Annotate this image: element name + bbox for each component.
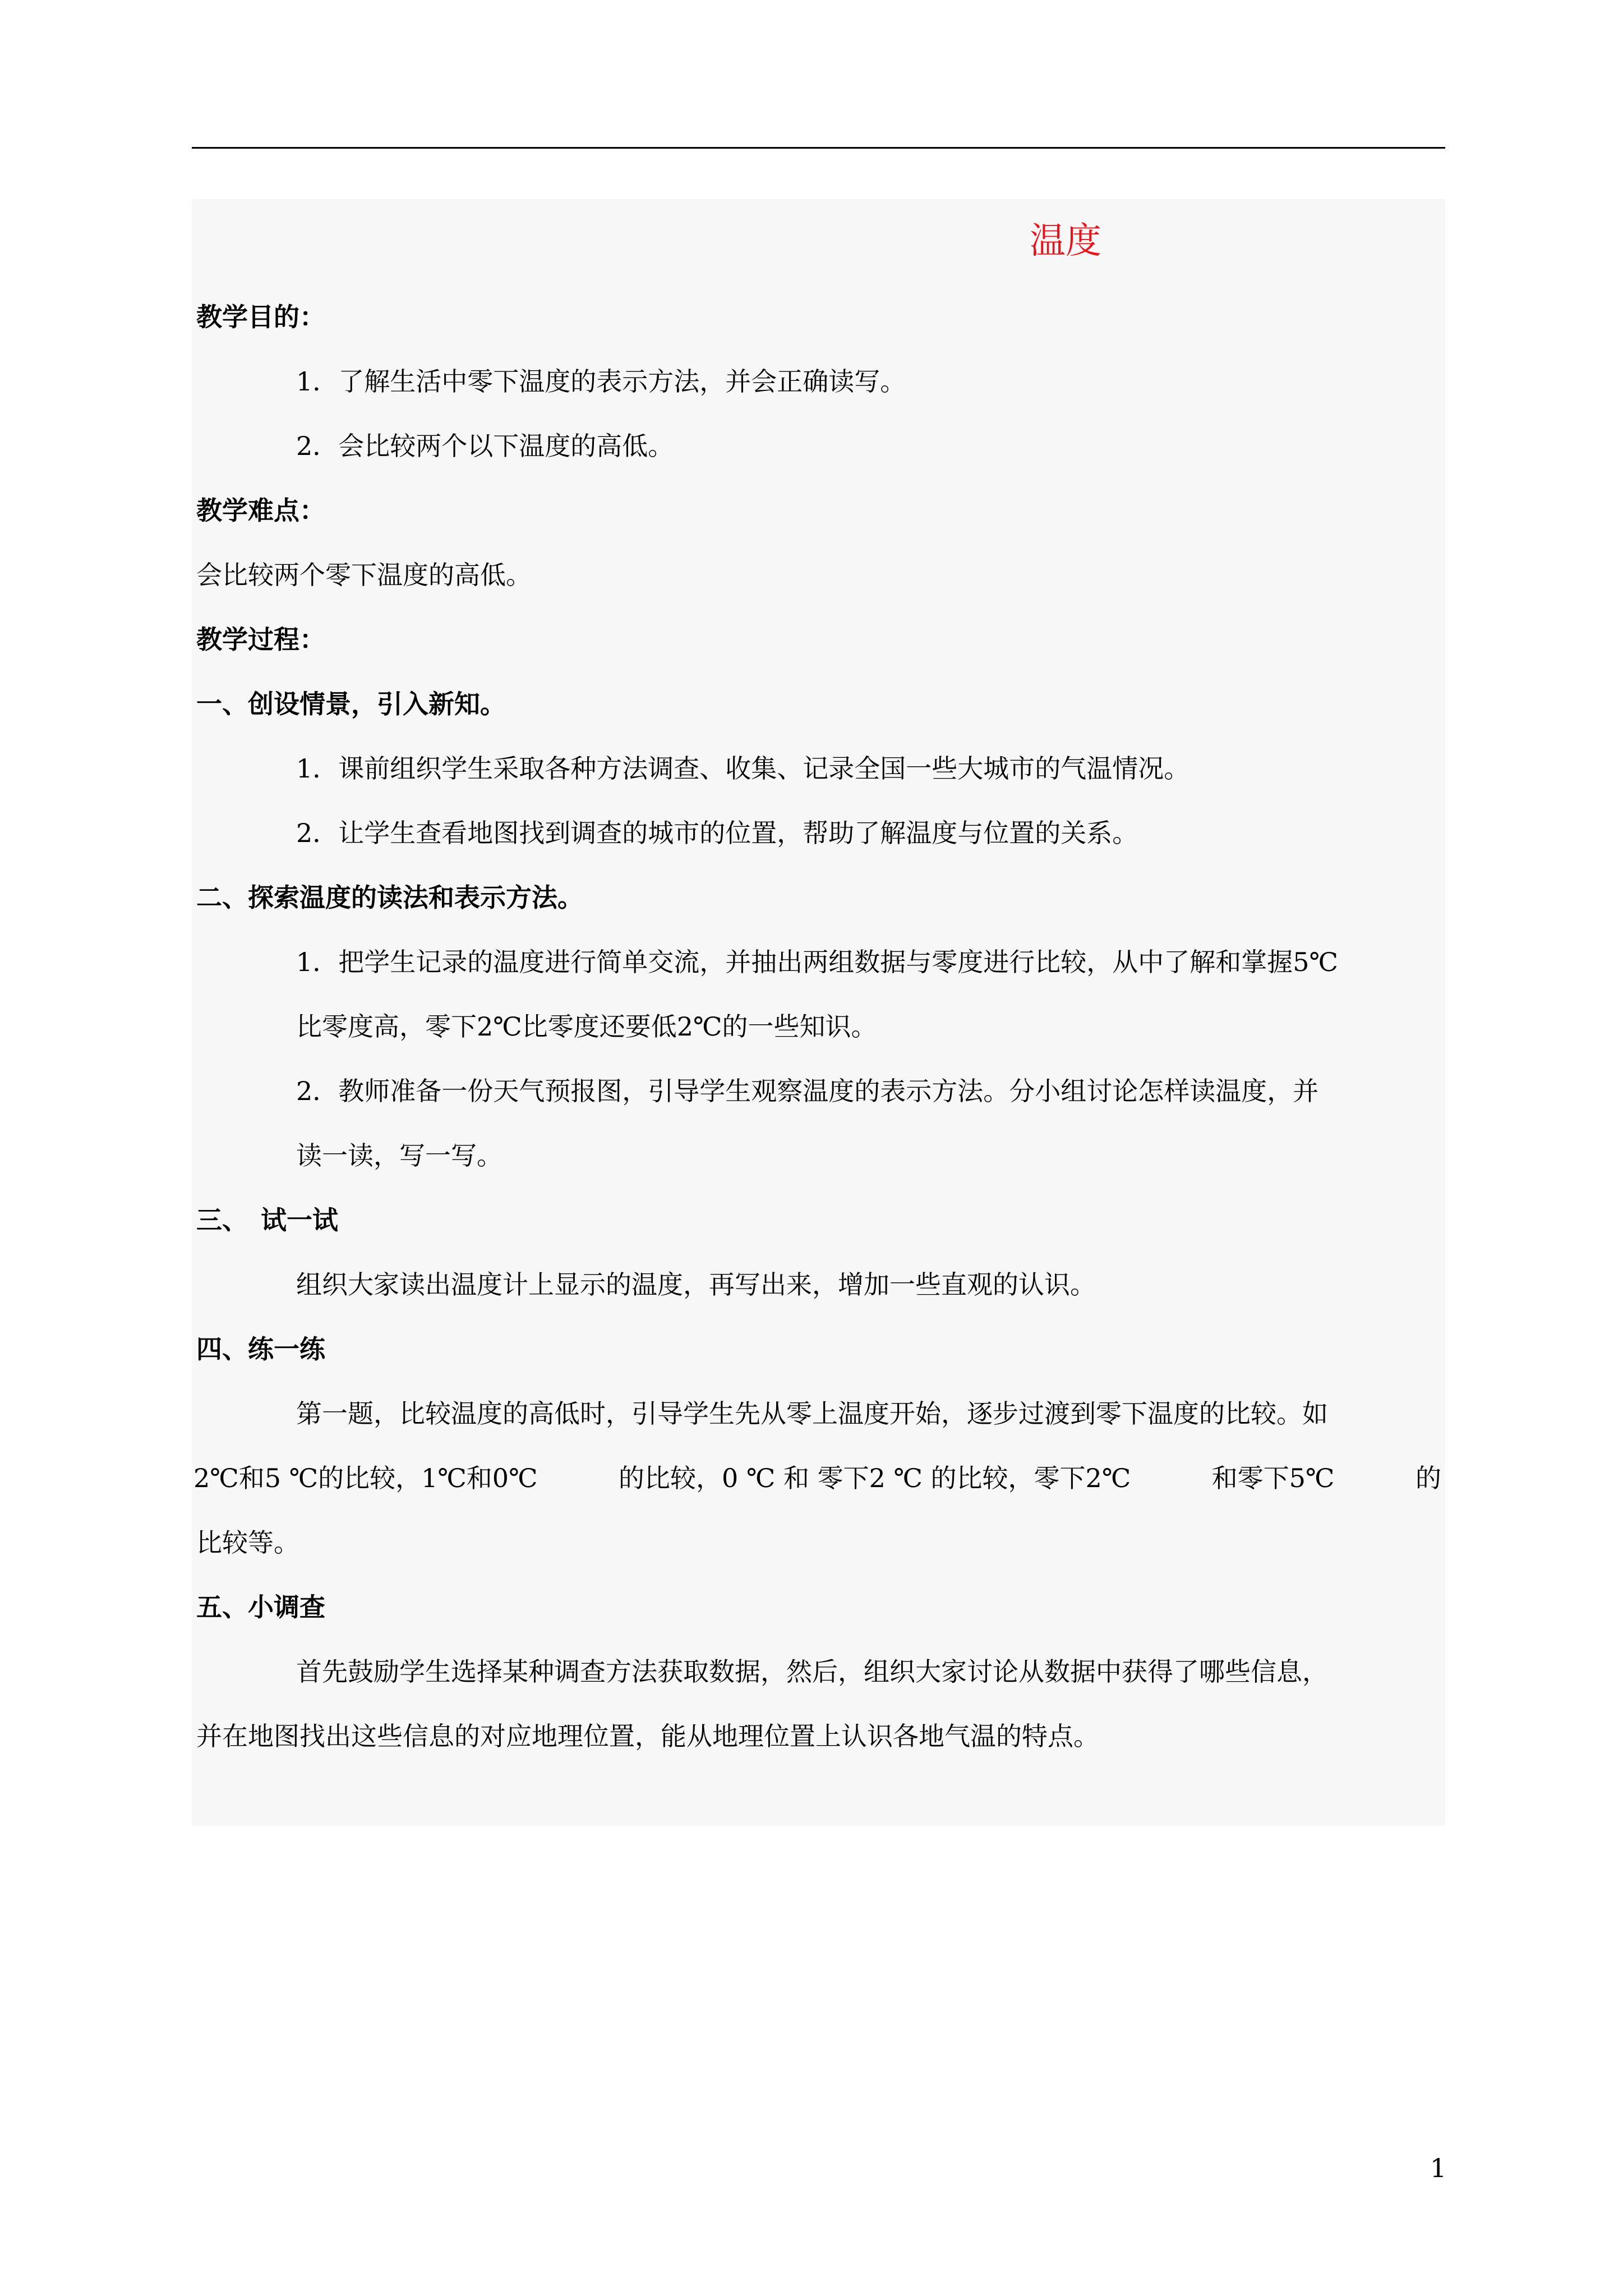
section-2-item-2-line-2: 读一读，写一写。 bbox=[296, 1140, 502, 1171]
section-4-text-line-2-part-1: 2℃和5 ℃的比较，1℃和0℃ bbox=[193, 1463, 538, 1493]
section-4-heading: 四、练一练 bbox=[196, 1334, 325, 1364]
section-4-text-line-2-part-4: 的 bbox=[1415, 1463, 1441, 1493]
section-1-heading: 一、创设情景，引入新知。 bbox=[196, 689, 506, 719]
section-5-text-line-2: 并在地图找出这些信息的对应地理位置，能从地理位置上认识各地气温的特点。 bbox=[196, 1721, 1099, 1751]
heading-objectives: 教学目的： bbox=[196, 302, 325, 332]
section-1-item-1: 1．课前组织学生采取各种方法调查、收集、记录全国一些大城市的气温情况。 bbox=[296, 753, 1190, 784]
section-2-item-1-line-1: 1．把学生记录的温度进行简单交流，并抽出两组数据与零度进行比较，从中了解和掌握5℃ bbox=[296, 947, 1338, 977]
section-1-item-2: 2．让学生查看地图找到调查的城市的位置，帮助了解温度与位置的关系。 bbox=[296, 818, 1138, 848]
heading-process: 教学过程： bbox=[196, 624, 325, 655]
section-3-text: 组织大家读出温度计上显示的温度，再写出来，增加一些直观的认识。 bbox=[296, 1269, 1096, 1300]
heading-difficulty: 教学难点： bbox=[196, 495, 325, 526]
difficulty-text: 会比较两个零下温度的高低。 bbox=[196, 560, 532, 590]
header-rule bbox=[192, 147, 1445, 149]
objective-2: 2．会比较两个以下温度的高低。 bbox=[296, 431, 674, 461]
section-4-text-line-2 bbox=[193, 1461, 1441, 1495]
section-4-text-line-3: 比较等。 bbox=[196, 1527, 299, 1558]
section-5-text-line-1: 首先鼓励学生选择某种调查方法获取数据，然后，组织大家讨论从数据中获得了哪些信息， bbox=[296, 1657, 1328, 1687]
objective-1: 1．了解生活中零下温度的表示方法，并会正确读写。 bbox=[296, 366, 906, 397]
section-4-text-line-1: 第一题，比较温度的高低时，引导学生先从零上温度开始，逐步过渡到零下温度的比较。如 bbox=[296, 1398, 1328, 1429]
section-4-text-line-2-part-2: 的比较，0 ℃ 和 零下2 ℃ 的比较，零下2℃ bbox=[619, 1463, 1131, 1493]
document-title: 温度 bbox=[1030, 220, 1101, 262]
section-2-heading: 二、探索温度的读法和表示方法。 bbox=[196, 882, 583, 913]
section-4-text-line-2-part-3: 和零下5℃ bbox=[1211, 1463, 1335, 1493]
section-3-heading: 三、 试一试 bbox=[196, 1205, 338, 1235]
section-2-item-1-line-2: 比零度高，零下2℃比零度还要低2℃的一些知识。 bbox=[296, 1011, 877, 1042]
page-number: 1 bbox=[1430, 2153, 1447, 2183]
section-2-item-2-line-1: 2．教师准备一份天气预报图，引导学生观察温度的表示方法。分小组讨论怎样读温度，并 bbox=[296, 1076, 1319, 1106]
section-5-heading: 五、小调查 bbox=[196, 1592, 325, 1622]
